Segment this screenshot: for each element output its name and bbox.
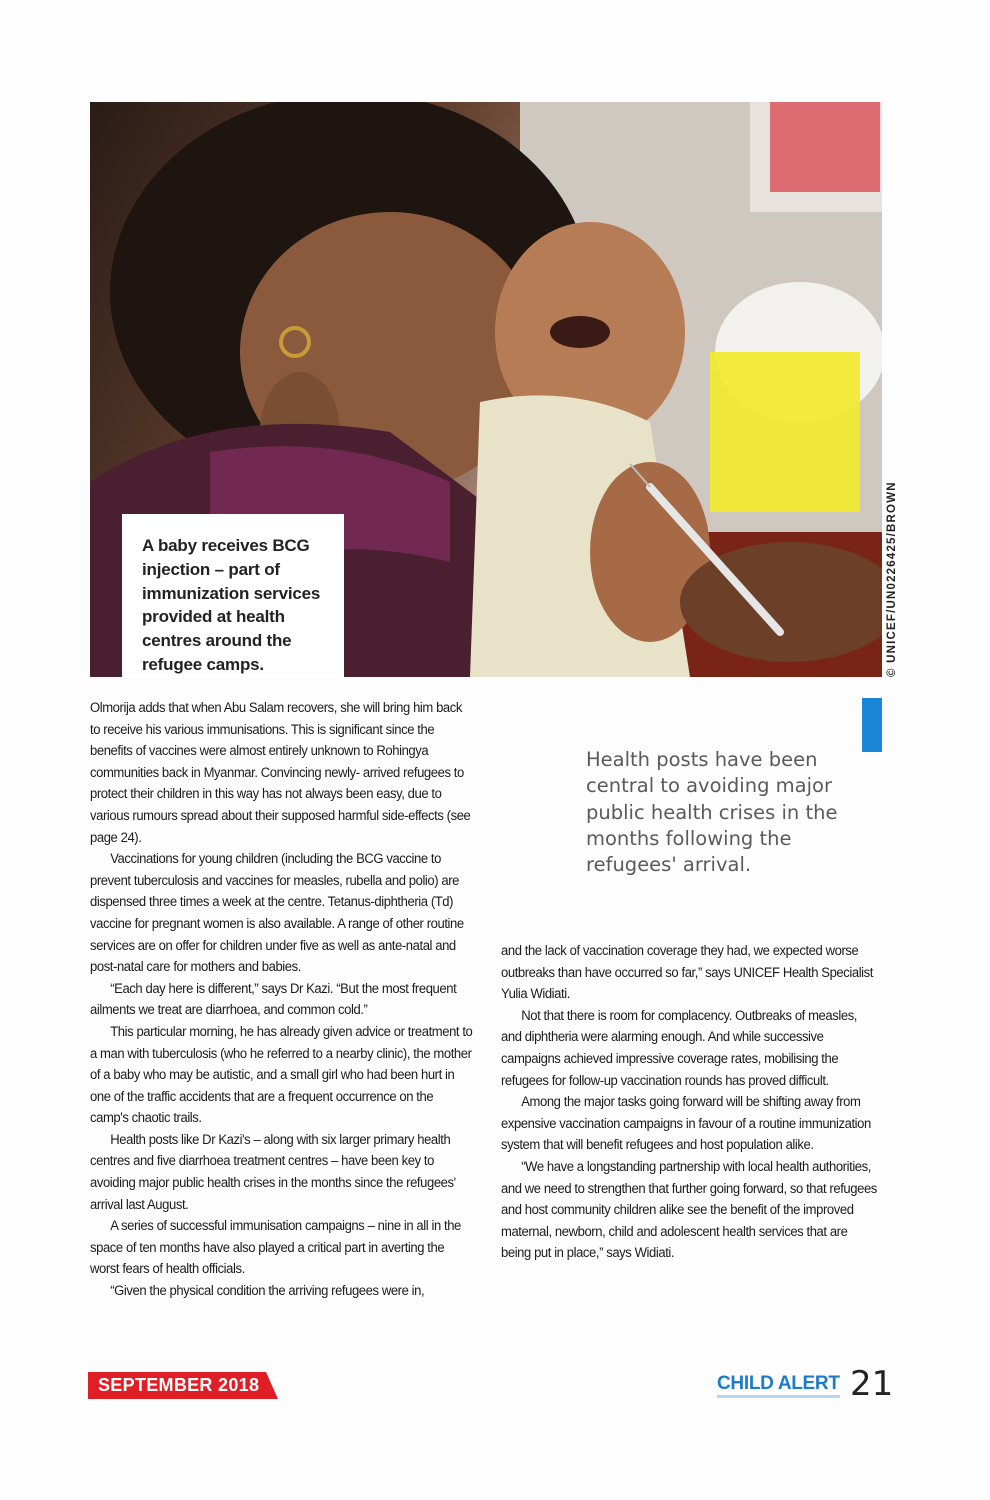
photo-caption-text: A baby receives BCG injection – part of immunization services provided at health centres around the refugee camps. xyxy=(142,536,321,674)
issue-date-banner xyxy=(88,1372,278,1399)
pull-quote-accent-bar xyxy=(862,698,882,752)
article-left-column xyxy=(90,698,475,1303)
paragraph: “We have a longstanding partnership with local health authorities, and we need to strengthen that further going forward, so that refugees and host community children alike see the benefit of the improved maternal, newborn, child and adolescent health services that are being put in place,” says Widiati. xyxy=(501,1158,877,1262)
paragraph: Olmorija adds that when Abu Salam recovers, she will bring him back to receive his various immunisations. This is significant since the benefits of vaccines were almost entirely unknown to Rohingya communities back in Myanmar. Convincing newly- arrived refugees to protect their children in this way has not always been easy, due to various rumours spread about their supposed harmful side-effects (see page 24). xyxy=(90,700,471,846)
article-right-column xyxy=(501,941,878,1265)
paragraph: This particular morning, he has already given advice or treatment to a man with tuberculosis (who he referred to a nearby clinic), the mother of a baby who may be autistic, and a small girl who had been hurt in one of the traffic accidents that are a frequent occurrence on the camp's chaotic trails. xyxy=(90,1023,473,1127)
paragraph: “Given the physical condition the arriving refugees were in, xyxy=(110,1283,425,1300)
publication-title: CHILD ALERT xyxy=(717,1373,840,1398)
paragraph: and the lack of vaccination coverage they had, we expected worse outbreaks than have occurred so far,” says UNICEF Health Specialist Yulia Widiati. xyxy=(501,943,873,1003)
paragraph: Health posts like Dr Kazi's – along with six larger primary health centres and five diarrhoea treatment centres – have been key to avoiding major public health crises in the months since the refugees' arrival last August. xyxy=(90,1131,456,1213)
paragraph: Not that there is room for complacency. Outbreaks of measles, and diphtheria were alarming enough. And while successive campaigns achieved impressive coverage rates, mobilising the refugees for follow-up vaccination rounds has proved difficult. xyxy=(501,1007,858,1089)
issue-date: SEPTEMBER 2018 xyxy=(98,1375,260,1395)
paragraph: Among the major tasks going forward will be shifting away from expensive vaccination campaigns in favour of a routine immunization system that will benefit refugees and host population alike. xyxy=(501,1094,871,1154)
paragraph: A series of successful immunisation campaigns – nine in all in the space of ten months have also played a critical part in averting the worst fears of health officials. xyxy=(90,1218,461,1278)
pull-quote: Health posts have been central to avoiding major public health crises in the months following the refugees' arrival. xyxy=(586,748,838,877)
paragraph: “Each day here is different,” says Dr Kazi. “But the most frequent ailments we treat are diarrhoea, and common cold.” xyxy=(90,980,457,1019)
page-number: 21 xyxy=(850,1364,894,1404)
paragraph: Vaccinations for young children (including the BCG vaccine to prevent tuberculosis and vaccines for measles, rubella and polio) are dispensed three times a week at the centre. Tetanus-diphtheria (Td) vaccine for pregnant women is also available. A range of other routine services are on offer for children under five as well as ante-natal and post-natal care for mothers and babies. xyxy=(90,851,464,976)
photo-credit-text: © UNICEF/UN0226425/BROWN xyxy=(886,481,898,677)
photo-caption xyxy=(122,514,344,677)
